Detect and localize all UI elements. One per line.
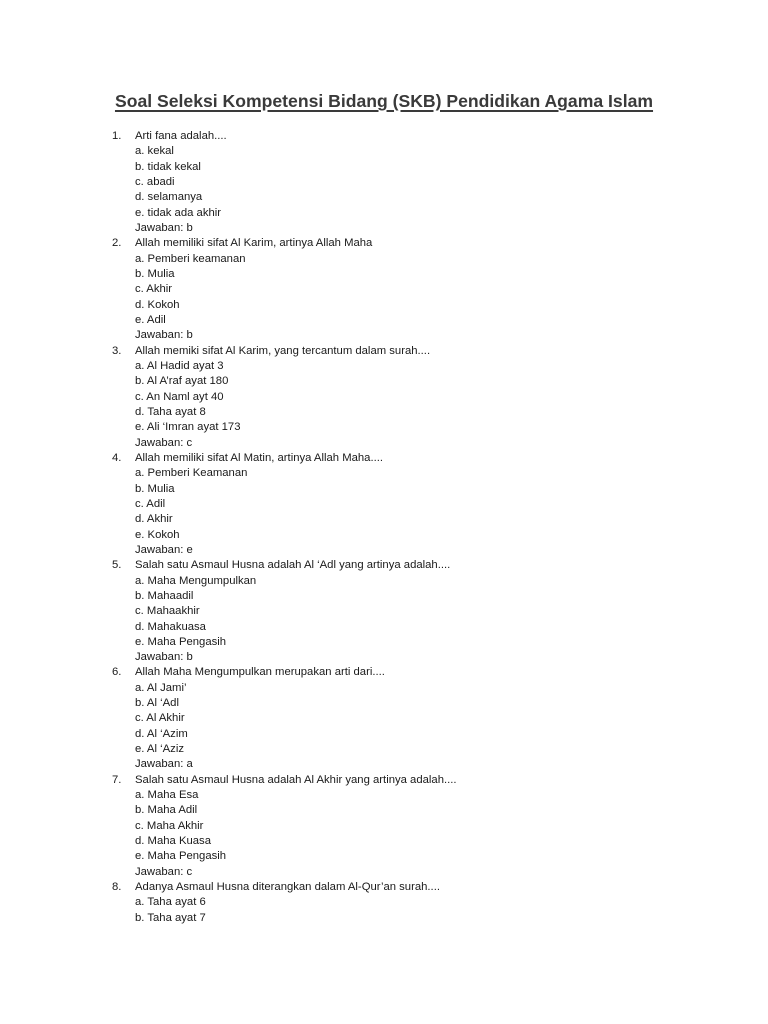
answer-option: d. Mahakuasa xyxy=(135,620,206,633)
answer-line xyxy=(0,221,768,236)
answer-key: Jawaban: e xyxy=(135,543,193,556)
answer-option: e. Maha Pengasih xyxy=(135,850,227,863)
option-line xyxy=(0,298,768,313)
answer-option: e. Kokoh xyxy=(135,528,180,541)
answer-option: c. Al Akhir xyxy=(135,712,185,725)
option-line xyxy=(0,834,768,849)
answer-option: b. Mahaadil xyxy=(135,589,194,602)
question-number: 6. xyxy=(112,666,122,679)
question-item xyxy=(0,665,768,772)
answer-option: c. abadi xyxy=(135,175,175,188)
question-number: 5. xyxy=(112,559,122,572)
question-text: Allah memiliki sifat Al Karim, artinya Allah Maha xyxy=(135,237,373,250)
answer-option: d. selamanya xyxy=(135,191,203,204)
answer-key: Jawaban: b xyxy=(135,329,193,342)
question-text: Arti fana adalah.... xyxy=(135,130,227,142)
option-line xyxy=(0,895,768,910)
answer-option: b. tidak kekal xyxy=(135,160,201,173)
answer-option: a. Pemberi Keamanan xyxy=(135,467,248,480)
answer-option: c. An Naml ayt 40 xyxy=(135,390,224,403)
answer-line xyxy=(0,757,768,772)
question-item xyxy=(0,129,768,236)
answer-option: b. Maha Adil xyxy=(135,804,198,817)
option-line xyxy=(0,788,768,803)
answer-option: b. Mulia xyxy=(135,267,175,280)
answer-option: c. Adil xyxy=(135,497,166,510)
question-item xyxy=(0,344,768,451)
question-number: 3. xyxy=(112,344,122,357)
answer-option: e. Adil xyxy=(135,313,166,326)
option-line xyxy=(0,803,768,818)
answer-key: Jawaban: c xyxy=(135,865,193,878)
option-line xyxy=(0,420,768,435)
question-line xyxy=(0,344,768,359)
option-line xyxy=(0,849,768,864)
question-item xyxy=(0,236,768,343)
option-line xyxy=(0,604,768,619)
answer-option: b. Taha ayat 7 xyxy=(135,911,206,924)
question-text: Salah satu Asmaul Husna adalah Al Akhir yang artinya adalah.... xyxy=(135,773,457,786)
question-line xyxy=(0,451,768,466)
answer-line xyxy=(0,865,768,880)
question-list xyxy=(0,129,768,926)
answer-option: e. Ali ‘Imran ayat 173 xyxy=(135,421,241,434)
question-item xyxy=(0,880,768,926)
answer-option: a. Maha Mengumpulkan xyxy=(135,574,257,587)
option-line xyxy=(0,175,768,190)
option-line xyxy=(0,359,768,374)
option-line xyxy=(0,574,768,589)
question-text: Salah satu Asmaul Husna adalah Al ‘Adl yang artinya adalah.... xyxy=(135,559,451,572)
answer-option: e. tidak ada akhir xyxy=(135,206,222,219)
option-line xyxy=(0,497,768,512)
question-line xyxy=(0,236,768,251)
option-line xyxy=(0,466,768,481)
answer-option: e. Maha Pengasih xyxy=(135,635,227,648)
option-line xyxy=(0,206,768,221)
question-line xyxy=(0,665,768,680)
option-line xyxy=(0,528,768,543)
answer-option: a. kekal xyxy=(135,145,174,158)
answer-option: d. Taha ayat 8 xyxy=(135,405,206,418)
answer-option: c. Maha Akhir xyxy=(135,819,204,832)
option-line xyxy=(0,512,768,527)
question-text: Allah memiliki sifat Al Matin, artinya Allah Maha.... xyxy=(135,451,384,464)
answer-option: a. Al Jami’ xyxy=(135,681,187,694)
answer-option: d. Al ‘Azim xyxy=(135,727,188,740)
answer-option: c. Mahaakhir xyxy=(135,605,200,618)
question-number: 7. xyxy=(112,773,122,786)
option-line xyxy=(0,390,768,405)
question-line xyxy=(0,558,768,573)
question-text: Allah memiki sifat Al Karim, yang tercantum dalam surah.... xyxy=(135,344,431,357)
option-line xyxy=(0,374,768,389)
option-line xyxy=(0,589,768,604)
option-line xyxy=(0,282,768,297)
answer-option: d. Akhir xyxy=(135,513,173,526)
option-line xyxy=(0,742,768,757)
answer-option: c. Akhir xyxy=(135,283,173,296)
document-title: Soal Seleksi Kompetensi Bidang (SKB) Pendidikan Agama Islam xyxy=(114,91,654,111)
answer-option: d. Maha Kuasa xyxy=(135,835,211,848)
answer-key: Jawaban: b xyxy=(135,651,193,664)
option-line xyxy=(0,681,768,696)
option-line xyxy=(0,405,768,420)
answer-option: a. Taha ayat 6 xyxy=(135,896,206,909)
question-line xyxy=(0,880,768,895)
option-line xyxy=(0,620,768,635)
option-line xyxy=(0,819,768,834)
question-line xyxy=(0,129,768,144)
answer-option: e. Al ‘Aziz xyxy=(135,743,184,756)
option-line xyxy=(0,696,768,711)
question-line xyxy=(0,773,768,788)
question-number: 8. xyxy=(112,881,122,894)
answer-key: Jawaban: b xyxy=(135,221,193,234)
option-line xyxy=(0,144,768,159)
question-number: 1. xyxy=(112,130,122,142)
option-line xyxy=(0,190,768,205)
question-item xyxy=(0,773,768,880)
option-line xyxy=(0,711,768,726)
question-number: 2. xyxy=(112,237,122,250)
answer-option: b. Al ‘Adl xyxy=(135,697,179,710)
answer-line xyxy=(0,328,768,343)
answer-option: b. Al A’raf ayat 180 xyxy=(135,375,229,388)
answer-line xyxy=(0,650,768,665)
option-line xyxy=(0,727,768,742)
option-line xyxy=(0,267,768,282)
answer-option: d. Kokoh xyxy=(135,298,180,311)
question-text: Allah Maha Mengumpulkan merupakan arti dari.... xyxy=(135,666,385,679)
answer-key: Jawaban: a xyxy=(135,758,193,771)
answer-line xyxy=(0,543,768,558)
option-line xyxy=(0,482,768,497)
option-line xyxy=(0,635,768,650)
question-text: Adanya Asmaul Husna diterangkan dalam Al-Qur’an surah.... xyxy=(135,881,440,894)
option-line xyxy=(0,252,768,267)
question-number: 4. xyxy=(112,451,122,464)
question-item xyxy=(0,558,768,665)
option-line xyxy=(0,160,768,175)
answer-key: Jawaban: c xyxy=(135,436,193,449)
question-item xyxy=(0,451,768,558)
option-line xyxy=(0,911,768,926)
answer-option: a. Pemberi keamanan xyxy=(135,252,246,265)
answer-option: a. Maha Esa xyxy=(135,789,199,802)
option-line xyxy=(0,313,768,328)
answer-option: a. Al Hadid ayat 3 xyxy=(135,359,224,372)
answer-line xyxy=(0,436,768,451)
answer-option: b. Mulia xyxy=(135,482,175,495)
